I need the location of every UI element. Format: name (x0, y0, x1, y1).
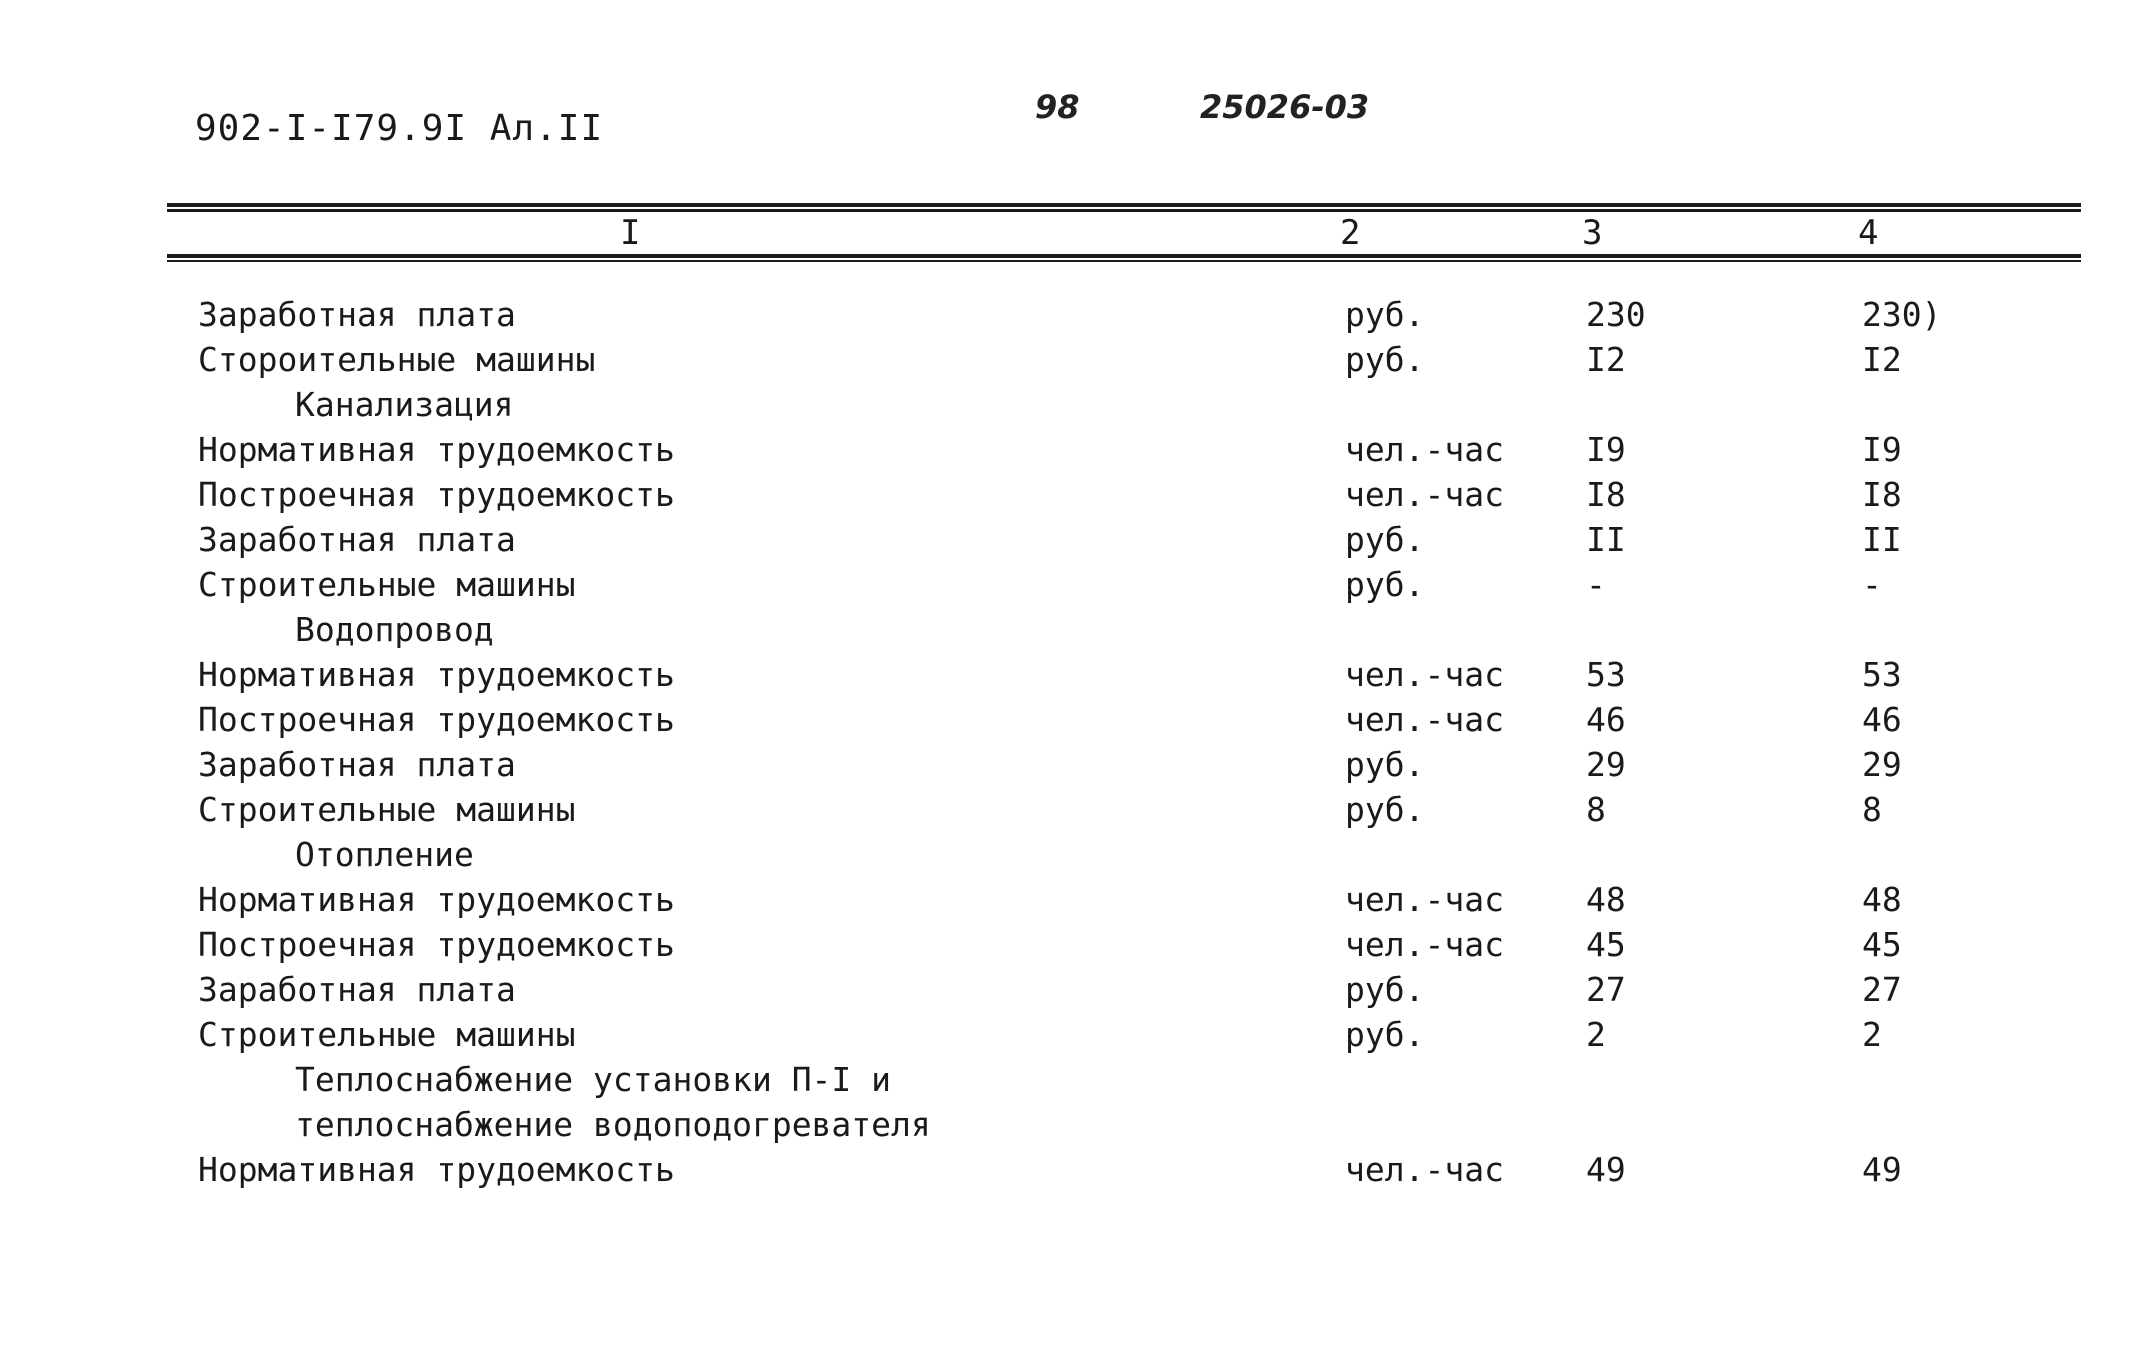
row-unit: чел.-час (1345, 925, 1504, 964)
row-value-4: I8 (1862, 475, 1902, 514)
row-value-3: 53 (1586, 655, 1626, 694)
row-unit: чел.-час (1345, 475, 1504, 514)
section-heading (0, 1102, 2151, 1147)
table-rule-bottom (167, 254, 2081, 258)
table-row (0, 652, 2151, 697)
row-unit: руб. (1345, 340, 1425, 379)
row-name: Строительные машины (198, 790, 576, 829)
row-name: Строительные машины (198, 1015, 576, 1054)
table-rule-bottom-inner (167, 260, 2081, 262)
section-title: теплоснабжение водоподогревателя (295, 1105, 931, 1144)
row-value-3: 27 (1586, 970, 1626, 1009)
column-header-4: 4 (1858, 213, 1879, 253)
table-row (0, 427, 2151, 472)
table-row (0, 697, 2151, 742)
row-value-4: - (1862, 565, 1882, 604)
row-name: Нормативная трудоемкость (198, 655, 675, 694)
row-value-4: II (1862, 520, 1902, 559)
row-value-3: 45 (1586, 925, 1626, 964)
row-value-3: 46 (1586, 700, 1626, 739)
row-value-4: 49 (1862, 1150, 1902, 1189)
row-unit: чел.-час (1345, 700, 1504, 739)
row-unit: руб. (1345, 970, 1425, 1009)
column-header-2: 2 (1340, 213, 1361, 253)
row-value-4: 53 (1862, 655, 1902, 694)
row-value-3: 8 (1586, 790, 1606, 829)
row-value-4: 27 (1862, 970, 1902, 1009)
row-unit: руб. (1345, 1015, 1425, 1054)
row-name: Построечная трудоемкость (198, 475, 675, 514)
document-code: 902-I-I79.9I Ал.II (195, 108, 604, 149)
column-header-3: 3 (1582, 213, 1603, 253)
row-value-4: 46 (1862, 700, 1902, 739)
table-row (0, 517, 2151, 562)
row-value-4: 8 (1862, 790, 1882, 829)
table-rule-top-inner (167, 209, 2081, 212)
section-title: Теплоснабжение установки П-I и (295, 1060, 892, 1099)
page-number: 98 (1035, 88, 1080, 126)
row-value-4: 29 (1862, 745, 1902, 784)
section-heading (0, 1057, 2151, 1102)
row-unit: руб. (1345, 520, 1425, 559)
row-unit: чел.-час (1345, 1150, 1504, 1189)
row-value-4: 45 (1862, 925, 1902, 964)
row-name: Построечная трудоемкость (198, 700, 675, 739)
row-unit: руб. (1345, 745, 1425, 784)
table-row (0, 742, 2151, 787)
row-value-3: 29 (1586, 745, 1626, 784)
row-value-3: I2 (1586, 340, 1626, 379)
row-unit: руб. (1345, 565, 1425, 604)
row-value-3: I8 (1586, 475, 1626, 514)
document-stamp: 25026-03 (1200, 88, 1370, 126)
table-row (0, 967, 2151, 1012)
row-name: Нормативная трудоемкость (198, 1150, 675, 1189)
table-row (0, 292, 2151, 337)
row-name: Построечная трудоемкость (198, 925, 675, 964)
section-title: Канализация (295, 385, 514, 424)
table-row (0, 1147, 2151, 1192)
row-value-3: 48 (1586, 880, 1626, 919)
row-unit: чел.-час (1345, 655, 1504, 694)
row-value-4: I9 (1862, 430, 1902, 469)
table-row (0, 787, 2151, 832)
row-name: Строительные машины (198, 565, 576, 604)
row-name: Заработная плата (198, 520, 516, 559)
row-value-4: 48 (1862, 880, 1902, 919)
row-value-3: - (1586, 565, 1606, 604)
row-name: Заработная плата (198, 295, 516, 334)
row-value-3: 2 (1586, 1015, 1606, 1054)
row-name: Заработная плата (198, 970, 516, 1009)
section-title: Водопровод (295, 610, 494, 649)
column-header-1: I (620, 213, 641, 253)
row-name: Сторoительные машины (198, 340, 596, 379)
row-value-3: 230 (1586, 295, 1646, 334)
row-name: Заработная плата (198, 745, 516, 784)
table-rule-top (167, 203, 2081, 207)
row-name: Нормативная трудоемкость (198, 430, 675, 469)
row-unit: руб. (1345, 790, 1425, 829)
row-unit: чел.-час (1345, 880, 1504, 919)
section-title: Отопление (295, 835, 474, 874)
row-value-4: I2 (1862, 340, 1902, 379)
row-value-3: 49 (1586, 1150, 1626, 1189)
row-value-3: I9 (1586, 430, 1626, 469)
row-unit: руб. (1345, 295, 1425, 334)
row-value-3: II (1586, 520, 1626, 559)
table-body (0, 292, 2151, 1192)
row-value-4: 2 (1862, 1015, 1882, 1054)
row-name: Нормативная трудоемкость (198, 880, 675, 919)
section-heading (0, 832, 2151, 877)
row-value-4: 230) (1862, 295, 1942, 334)
section-heading (0, 607, 2151, 652)
row-unit: чел.-час (1345, 430, 1504, 469)
table-row (0, 337, 2151, 382)
table-row (0, 472, 2151, 517)
table-row (0, 562, 2151, 607)
section-heading (0, 382, 2151, 427)
table-row (0, 1012, 2151, 1057)
table-row (0, 922, 2151, 967)
table-row (0, 877, 2151, 922)
